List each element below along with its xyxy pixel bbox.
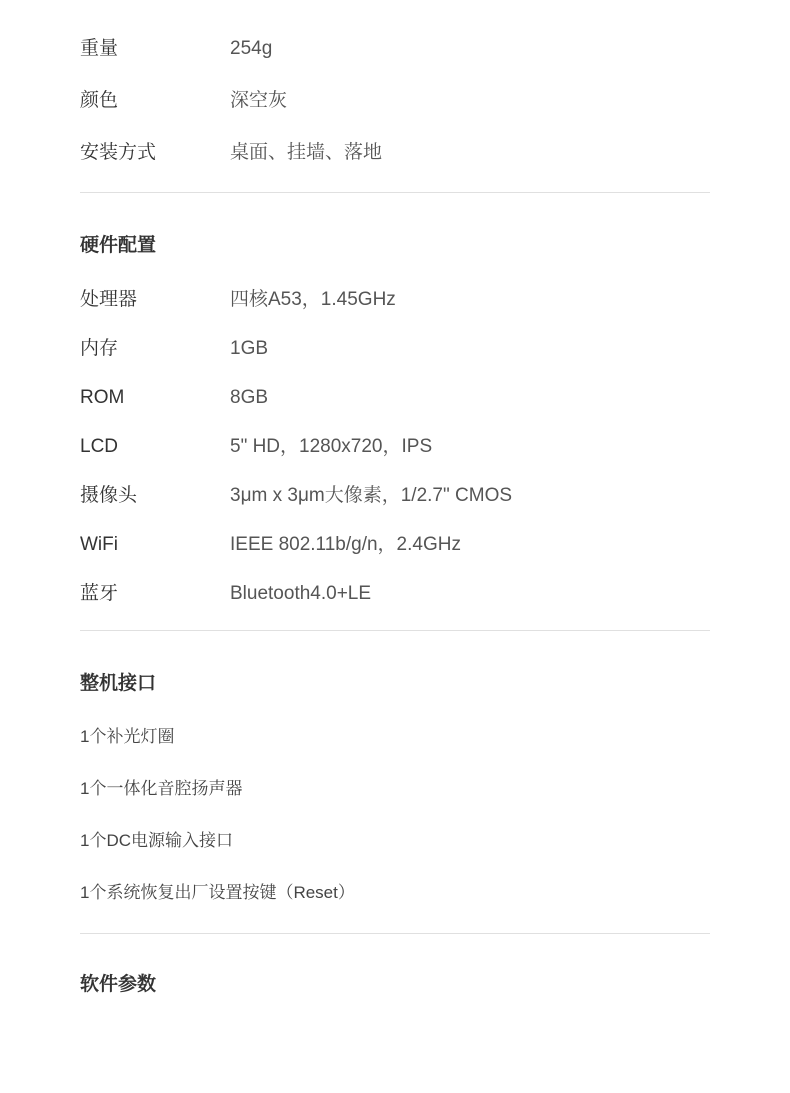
spec-label: ROM (80, 387, 125, 408)
spec-row (80, 140, 710, 166)
spec-value: 四核A53，1.45GHz (230, 289, 396, 310)
list-item: 1个系统恢复出厂设置按键（Reset） (80, 883, 355, 902)
spec-label: 安装方式 (80, 142, 157, 163)
spec-value: 3μm x 3μm大像素，1/2.7" CMOS (230, 485, 513, 506)
spec-label: 内存 (80, 338, 119, 359)
table-row (80, 581, 710, 607)
spec-row (80, 88, 710, 114)
list-item: 1个一体化音腔扬声器 (80, 779, 243, 798)
hardware-section-title: 硬件配置 (80, 235, 157, 256)
spec-value: 8GB (230, 387, 269, 408)
table-row (80, 483, 710, 509)
section-divider (80, 933, 710, 934)
table-row (80, 336, 710, 362)
section-divider (80, 192, 710, 193)
list-item: 1个DC电源输入接口 (80, 831, 234, 850)
list-item: 1个补光灯圈 (80, 727, 175, 746)
spec-label: 处理器 (80, 289, 138, 310)
spec-label: 重量 (80, 38, 119, 59)
section-divider (80, 630, 710, 631)
table-row (80, 532, 710, 558)
spec-label: WiFi (80, 534, 118, 555)
spec-label: LCD (80, 436, 119, 457)
spec-label: 颜色 (80, 90, 119, 111)
spec-value: Bluetooth4.0+LE (230, 583, 372, 604)
spec-value: 254g (230, 38, 273, 59)
spec-label: 摄像头 (80, 485, 138, 506)
ports-list (80, 725, 710, 905)
spec-value: 1GB (230, 338, 269, 359)
hardware-spec-block (80, 287, 710, 607)
table-row (80, 385, 710, 411)
basic-spec-block (80, 0, 710, 166)
spec-label: 蓝牙 (80, 583, 119, 604)
spec-value: 深空灰 (230, 90, 288, 111)
ports-section-title: 整机接口 (80, 673, 157, 694)
spec-value: IEEE 802.11b/g/n，2.4GHz (230, 534, 461, 555)
spec-row (80, 36, 710, 62)
spec-value: 5" HD，1280x720，IPS (230, 436, 433, 457)
spec-value: 桌面、挂墙、落地 (230, 142, 383, 163)
table-row (80, 434, 710, 460)
table-row (80, 287, 710, 313)
software-section-title: 软件参数 (80, 974, 157, 995)
